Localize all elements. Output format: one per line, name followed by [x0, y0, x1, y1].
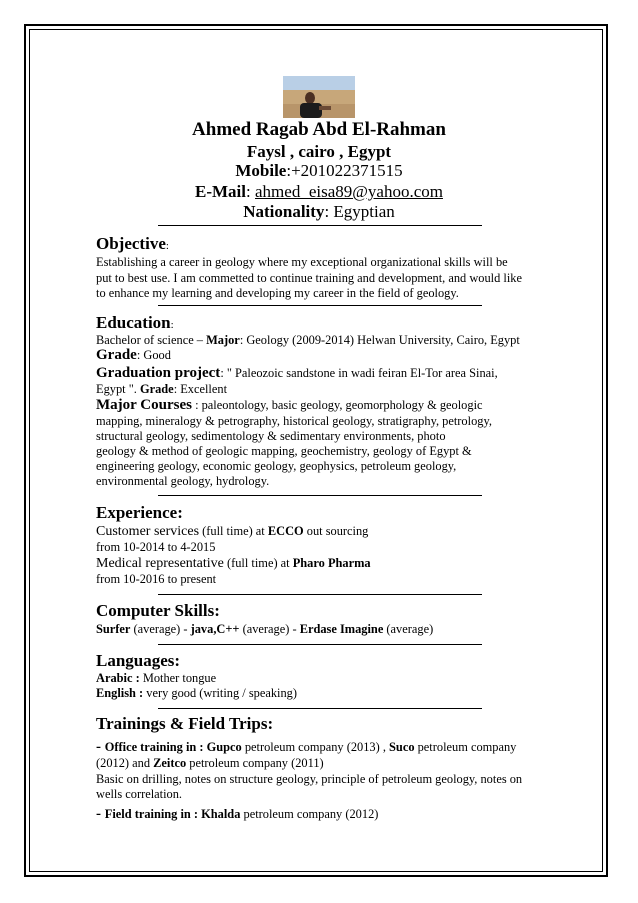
language-english: English :	[96, 686, 147, 700]
field-training-label: Field training in :	[104, 807, 202, 821]
trainings-heading: Trainings & Field Trips:	[96, 714, 274, 733]
nationality-label: Nationality	[243, 202, 325, 221]
email-line	[0, 182, 638, 202]
objective-line: Establishing a career in geology where my exceptional organizational skills will be	[96, 255, 508, 269]
company-khalda: Khalda	[201, 807, 241, 821]
courses-line	[96, 398, 483, 414]
email-separator: :	[246, 182, 255, 201]
email-label: E-Mail	[195, 182, 247, 201]
job1-company: ECCO	[267, 524, 304, 538]
profile-photo	[283, 76, 355, 118]
courses-line: geology & method of geologic mapping, geochemistry, geology of Egypt &	[96, 444, 472, 458]
job1-mid: (full time) at	[199, 524, 268, 538]
job1-rest: out sourcing	[303, 524, 369, 538]
education-heading-text: Education	[96, 313, 171, 332]
mobile-label: Mobile	[235, 161, 287, 180]
job-line	[96, 556, 371, 572]
language-line	[96, 686, 297, 702]
degree-line	[96, 333, 520, 349]
skill-erdas: Erdase Imagine	[299, 622, 384, 636]
skill-level: (average)	[383, 622, 434, 636]
office-line2-a: (2012) and	[96, 756, 154, 770]
mobile-line	[0, 161, 638, 181]
office-training-label: Office training in :	[104, 740, 207, 754]
job2-dates: from 10-2016 to present	[96, 572, 217, 586]
language-arabic: Arabic :	[96, 671, 143, 685]
office-line2-b: petroleum company (2011)	[186, 756, 324, 770]
divider	[158, 708, 482, 709]
skill-level: (average) -	[130, 622, 191, 636]
grade-value: : Good	[136, 348, 171, 362]
applicant-name: Ahmed Ragab Abd El-Rahman	[192, 119, 446, 140]
education-heading: Education:	[96, 313, 174, 332]
degree-rest: : Geology (2009-2014) Helwan University, Cairo, Egypt	[239, 333, 520, 347]
job2-company: Pharo Pharma	[292, 556, 371, 570]
skill-level: (average) -	[239, 622, 300, 636]
divider	[158, 594, 482, 595]
office-training-line	[96, 740, 516, 756]
grad-project-line-2	[96, 382, 227, 398]
languages-heading: Languages:	[96, 651, 181, 670]
company-zeitco: Zeitco	[153, 756, 187, 770]
job2-mid: (full time) at	[223, 556, 293, 570]
field-training-line	[96, 807, 378, 823]
objective-line: to enhance my learning and developing my career in the field of geology.	[96, 286, 459, 300]
office-mid: petroleum company (2013) ,	[241, 740, 390, 754]
field-rest: petroleum company (2012)	[240, 807, 379, 821]
courses-label: Major Courses	[96, 397, 192, 413]
office-training-line-2	[96, 756, 324, 772]
major-label: Major	[206, 333, 240, 347]
basic-line: wells correlation.	[96, 787, 183, 801]
degree-prefix: Bachelor of science –	[96, 333, 207, 347]
applicant-location: Faysl , cairo , Egypt	[246, 142, 392, 161]
skills-heading: Computer Skills:	[96, 601, 220, 620]
objective-heading: Objective:	[96, 234, 169, 253]
grad-grade-label: Grade	[139, 382, 174, 396]
divider	[158, 495, 482, 496]
grade-label: Grade	[96, 347, 137, 363]
nationality-line	[0, 202, 638, 222]
job1-dates: from 10-2014 to 4-2015	[96, 540, 216, 554]
email-link[interactable]: ahmed_eisa89@yahoo.com	[255, 182, 443, 201]
job2-title: Medical representative	[96, 556, 224, 571]
office-end: petroleum company	[414, 740, 517, 754]
company-suco: Suco	[389, 740, 415, 754]
grad-project-label: Graduation project	[96, 365, 221, 381]
job-line	[96, 524, 368, 540]
company-gupco: Gupco	[206, 740, 242, 754]
courses-line: engineering geology, economic geology, geophysics, petroleum geology,	[96, 459, 457, 473]
mobile-value: :+201022371515	[286, 161, 403, 180]
bullet-dash: -	[96, 806, 105, 822]
skill-surfer: Surfer	[96, 622, 131, 636]
objective-heading-text: Objective	[96, 234, 166, 253]
skill-java: java,C++	[190, 622, 240, 636]
language-level: very good (writing / speaking)	[146, 686, 298, 700]
courses-line: structural geology, sedimentology & sedimentary environments, photo	[96, 429, 446, 443]
job1-title: Customer services	[96, 524, 200, 539]
grade-line	[96, 348, 171, 364]
divider	[158, 225, 482, 226]
courses-first: : paleontology, basic geology, geomorphology & geologic	[191, 398, 483, 412]
bullet-dash: -	[96, 739, 105, 755]
divider	[158, 305, 482, 306]
basic-line: Basic on drilling, notes on structure geology, principle of petroleum geology, notes on	[96, 772, 523, 786]
skills-line	[96, 622, 433, 638]
objective-line: put to best use. I am commetted to continue training and development, and would like	[96, 271, 523, 285]
language-line	[96, 671, 216, 687]
language-level: Mother tongue	[142, 671, 217, 685]
grad-project-cont: Egypt ".	[96, 382, 140, 396]
nationality-value: : Egyptian	[324, 202, 395, 221]
experience-heading: Experience:	[96, 503, 183, 522]
grad-project-line	[96, 366, 498, 382]
grad-grade-value: : Excellent	[173, 382, 228, 396]
courses-line: mapping, mineralogy & petrography, historical geology, stratigraphy, petrology,	[96, 414, 492, 428]
divider	[158, 644, 482, 645]
grad-project-value: : " Paleozoic sandstone in wadi feiran El-Tor area Sinai,	[220, 366, 498, 380]
courses-line: environmental geology, hydrology.	[96, 474, 270, 488]
